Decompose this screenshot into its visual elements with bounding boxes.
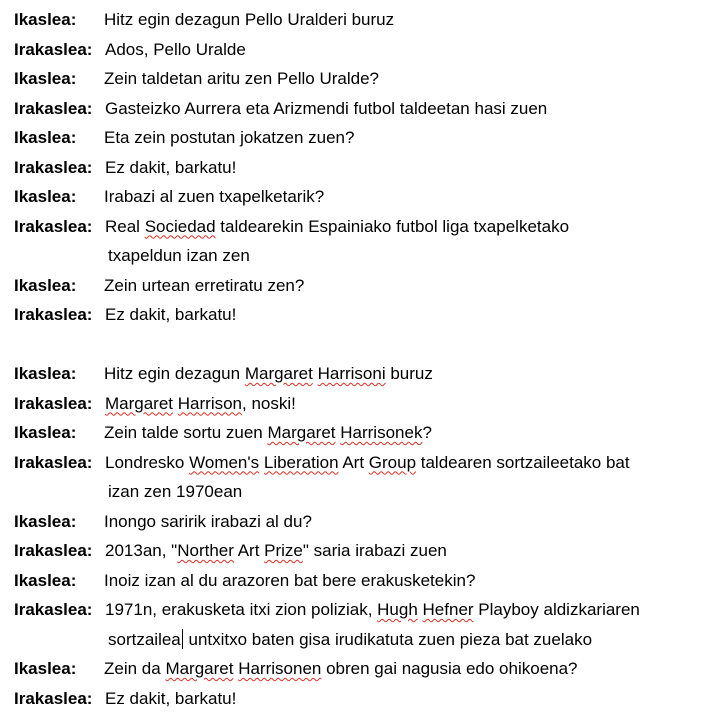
speaker-label-teacher: Irakaslea: [14, 98, 93, 118]
utterance-text: Gasteizko Aurrera eta Arizmendi futbol taldeetan hasi zuen [105, 98, 548, 118]
speaker-label-student: Ikaslea: [14, 187, 77, 206]
dialogue-line [14, 597, 704, 627]
spellcheck-word[interactable]: Margaret [267, 423, 336, 442]
spellcheck-word[interactable]: Norther [177, 541, 234, 560]
dialogue-line [14, 125, 704, 155]
speaker-label-student: Ikaslea: [14, 128, 77, 147]
spellcheck-word[interactable]: Harrisonen [238, 659, 322, 678]
dialogue-line [14, 273, 704, 303]
utterance-text: Londresko Women's Liberation Art Group taldearen sortzaileetako bat [105, 452, 630, 472]
speaker-label-student: Ikaslea: [14, 10, 77, 29]
utterance-text: 2013an, "Norther Art Prize" saria irabazi zuen [105, 541, 447, 560]
utterance-text: Inongo saririk irabazi al du? [104, 511, 312, 531]
dialogue-line [14, 538, 704, 568]
dialogue-line [14, 214, 704, 244]
utterance-text: Ez dakit, barkatu! [105, 688, 237, 708]
utterance-text: Eta zein postutan jokatzen zuen? [104, 128, 355, 147]
spellcheck-word[interactable]: Harrison [177, 393, 243, 413]
speaker-label-student: Ikaslea: [14, 275, 77, 295]
utterance-text: Hitz egin dezagun Margaret Harrisoni buruz [104, 364, 433, 383]
dialogue-line [14, 450, 704, 480]
speaker-label-student: Ikaslea: [14, 69, 77, 88]
spellcheck-word[interactable]: Margaret [244, 364, 313, 383]
speaker-label-student: Ikaslea: [14, 659, 77, 678]
spellcheck-word[interactable]: Sociedad [144, 216, 216, 236]
spellcheck-word[interactable]: Hugh [377, 600, 418, 619]
spellcheck-word[interactable]: Prize [264, 541, 303, 560]
utterance-text: sortzailea untxitxo baten gisa irudikatuta zuen pieza bat zuelako [108, 629, 593, 649]
spellcheck-word[interactable]: Harrisonek [340, 423, 423, 442]
dialogue-line [14, 66, 704, 96]
dialogue-document [14, 7, 704, 715]
speaker-label-teacher: Irakaslea: [14, 157, 93, 177]
dialogue-line [14, 302, 704, 332]
spellcheck-word[interactable]: Margaret [165, 659, 234, 678]
dialogue-line [14, 155, 704, 185]
dialogue-line [14, 656, 704, 686]
utterance-text: Ez dakit, barkatu! [105, 305, 237, 324]
dialogue-line [14, 686, 704, 716]
dialogue-line [14, 391, 704, 421]
utterance-text: Hitz egin dezagun Pello Uralderi buruz [104, 10, 395, 29]
speaker-label-teacher: Irakaslea: [14, 452, 93, 472]
utterance-text: Ados, Pello Uralde [105, 39, 246, 59]
spellcheck-word[interactable]: Margaret [105, 393, 174, 413]
utterance-text: Margaret Harrison, noski! [105, 393, 296, 413]
speaker-label-student: Ikaslea: [14, 364, 77, 383]
utterance-text: 1971n, erakusketa itxi zion poliziak, Hugh Hefner Playboy aldizkariaren [105, 600, 640, 619]
text-cursor [182, 629, 183, 649]
spellcheck-word[interactable]: Liberation [263, 452, 339, 472]
dialogue-line-continuation [14, 627, 704, 657]
speaker-label-teacher: Irakaslea: [14, 39, 93, 59]
speaker-label-teacher: Irakaslea: [14, 600, 93, 619]
utterance-text: Real Sociedad taldearekin Espainiako futbol liga txapelketako [105, 216, 570, 236]
speaker-label-student: Ikaslea: [14, 423, 77, 442]
utterance-text: Inoiz izan al du arazoren bat bere erakusketekin? [104, 570, 476, 590]
speaker-label-student: Ikaslea: [14, 570, 77, 590]
utterance-text: izan zen 1970ean [108, 482, 243, 501]
utterance-text: Ez dakit, barkatu! [105, 157, 237, 177]
dialogue-line-continuation [14, 243, 704, 273]
dialogue-line [14, 361, 704, 391]
speaker-label-teacher: Irakaslea: [14, 688, 93, 708]
speaker-label-teacher: Irakaslea: [14, 393, 93, 413]
dialogue-line [14, 509, 704, 539]
spellcheck-word[interactable]: Harrisoni [317, 364, 386, 383]
spellcheck-word[interactable]: Hefner [422, 600, 474, 619]
dialogue-line [14, 96, 704, 126]
spellcheck-word[interactable]: Women's [189, 452, 260, 472]
paragraph-gap [14, 332, 704, 362]
utterance-text: Zein urtean erretiratu zen? [104, 275, 305, 295]
dialogue-line [14, 37, 704, 67]
utterance-text: Zein talde sortu zuen Margaret Harrisonek? [104, 423, 432, 442]
utterance-text: txapeldun izan zen [108, 246, 250, 265]
spellcheck-word[interactable]: Group [368, 452, 417, 472]
dialogue-line [14, 568, 704, 598]
dialogue-line [14, 184, 704, 214]
speaker-label-teacher: Irakaslea: [14, 216, 93, 236]
speaker-label-teacher: Irakaslea: [14, 305, 93, 324]
speaker-label-student: Ikaslea: [14, 511, 77, 531]
dialogue-line [14, 7, 704, 37]
utterance-text: Zein da Margaret Harrisonen obren gai nagusia edo ohikoena? [104, 659, 578, 678]
dialogue-line-continuation [14, 479, 704, 509]
utterance-text: Zein taldetan aritu zen Pello Uralde? [104, 69, 379, 88]
dialogue-line [14, 420, 704, 450]
utterance-text: Irabazi al zuen txapelketarik? [104, 187, 325, 206]
speaker-label-teacher: Irakaslea: [14, 541, 93, 560]
